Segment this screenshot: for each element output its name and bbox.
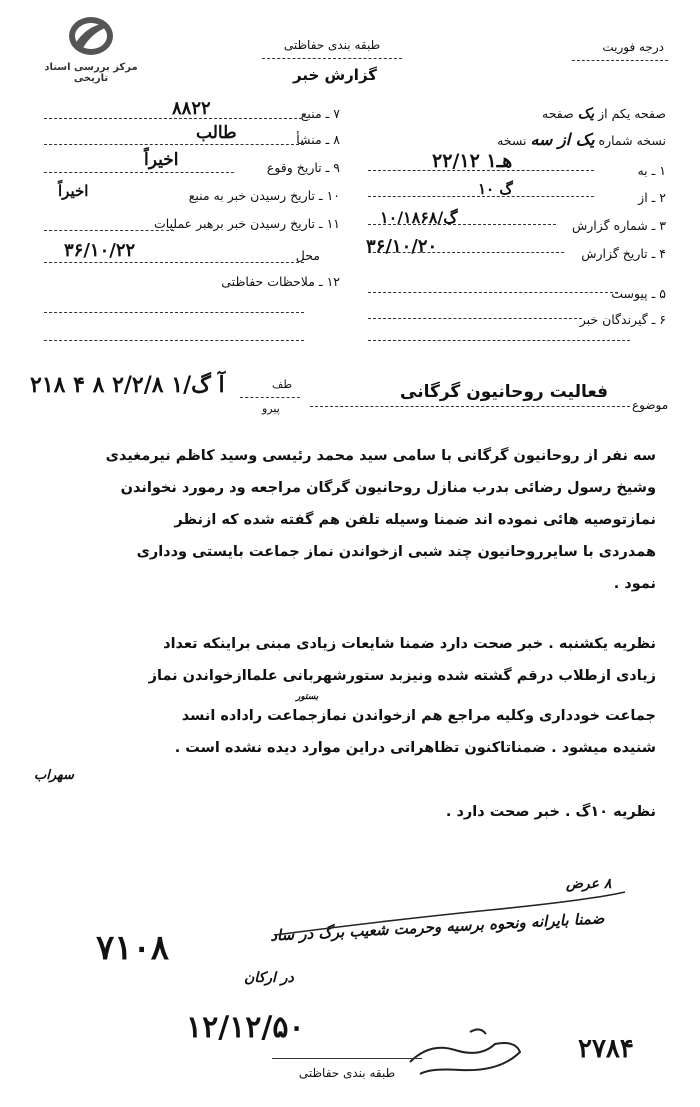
document-number: ۷۱۰۸ xyxy=(96,928,170,968)
recipients-label: ۶ ـ گیرندگان خبر xyxy=(579,312,666,327)
body-line: نمازتوصیه هائی نموده اند ضمنا وسیله تلفن هم گفته شده که ازنظر xyxy=(174,512,656,528)
divider xyxy=(368,170,594,171)
divider xyxy=(368,292,618,293)
file-ref-label-top: طف xyxy=(272,378,293,391)
report-title: گزارش خبر xyxy=(292,66,378,84)
origin-label: ۸ ـ منشأ xyxy=(296,132,340,147)
divider xyxy=(368,318,582,319)
classification-top: طبقه بندی حفاظتی xyxy=(283,38,381,52)
occurrence-date-value: اخیراً xyxy=(144,150,179,170)
to-value: ۲هـ۱ ۲/۱۲ xyxy=(432,150,513,172)
note-1: ۸ عرض xyxy=(566,876,612,892)
report-number-value: ۱۰/۱۸۶۸/گ xyxy=(380,208,458,227)
body-line: زیادی ازطلاب درقم گشته شده ونیزبد ستورشهربانی علماازخواندن نماز xyxy=(148,668,656,684)
divider xyxy=(368,252,564,253)
divider xyxy=(44,144,304,145)
divider xyxy=(44,262,304,263)
security-notes-label: ۱۲ ـ ملاحظات حفاظتی xyxy=(221,274,340,289)
location-label: محل xyxy=(295,248,320,263)
file-ref-value: ۲۱۸ ۴ ۸ آ گ/۱ ۲/۲/۸ xyxy=(30,372,225,398)
body-line: نمود . xyxy=(613,576,656,592)
copy-number-label: نسخه شماره یک از سه نسخه xyxy=(497,130,666,149)
underline-scribble-icon xyxy=(270,880,630,940)
from-label: ۲ ـ از xyxy=(638,190,666,205)
subject-label: موضوع xyxy=(632,398,669,412)
priority-label: درجه فوریت xyxy=(602,40,664,54)
body-line: همدردی با سایرروحانیون چند شبی ازخواندن نماز جماعت بایستی ودداری xyxy=(136,544,656,560)
bottom-date: ۱۲/۱۲/۵۰ xyxy=(186,1010,305,1045)
divider xyxy=(44,230,174,231)
divider xyxy=(572,60,668,61)
divider xyxy=(368,196,594,197)
bottom-right-number: ۲۷۸۴ xyxy=(578,1034,634,1064)
source-receipt-label: ۱۰ ـ تاریخ رسیدن خبر به منبع xyxy=(188,188,340,203)
body-line: نظریه یکشنبه . خبر صحت دارد ضمنا شایعات زیادی مبنی براینکه تعداد xyxy=(163,636,656,652)
leader-receipt-label: ۱۱ ـ تاریخ رسیدن خبر برهبر عملیات xyxy=(153,216,340,231)
body-line: سه نفر از روحانیون گرگانی با سامی سید محمد رئیسی وسید کاظم نیرمغیدی xyxy=(105,448,656,464)
divider xyxy=(44,340,304,341)
divider xyxy=(240,397,300,398)
origin-value: طالب xyxy=(196,123,237,143)
classification-bottom: طبقه بندی حفاظتی xyxy=(298,1066,396,1080)
subject-value: فعالیت روحانیون گرگانی xyxy=(400,382,609,402)
note-2: ضمنا بایرانه ونحوه برسیه وحرمت شعیب برگ در ساد xyxy=(269,909,605,945)
divider xyxy=(44,172,234,173)
logo-text: مرکز بررسی اسناد تاریخی xyxy=(44,62,138,84)
source-value: ۸۸۲۲ xyxy=(172,98,211,119)
attachment-label: ۵ ـ پیوست xyxy=(611,286,666,301)
divider xyxy=(262,58,402,59)
file-ref-label-bottom: پیرو xyxy=(262,402,280,415)
from-value: گ ۱۰ xyxy=(478,180,513,198)
location-value: ۳۶/۱۰/۲۲ xyxy=(64,240,136,261)
body-line: وشیخ رسول رضائی بدرب منازل روحانیون گرگان مراجعه ود رمورد نخواندن xyxy=(120,480,656,496)
side-note: سهراب xyxy=(34,768,74,783)
archive-logo xyxy=(26,14,156,84)
divider xyxy=(368,224,556,225)
book-emblem-icon xyxy=(61,14,121,58)
to-label: ۱ ـ به xyxy=(637,163,666,178)
page-label: صفحه یکم از یک صفحه xyxy=(542,106,666,122)
divider xyxy=(44,118,302,119)
divider xyxy=(44,312,304,313)
body-line: جماعت خودداری وکلیه مراجع هم ازخواندن نمازجماعت راداده انسد xyxy=(181,708,656,724)
source-receipt-value: اخیراً xyxy=(58,182,89,200)
occurrence-date-label: ۹ ـ تاریخ وقوع xyxy=(266,160,340,175)
body-line: شنیده میشود . ضمناتاکنون تظاهراتی دراین موارد دیده نشده است . xyxy=(174,740,656,756)
signature-icon xyxy=(400,1022,530,1082)
tiny-annotation: بستور xyxy=(296,692,319,702)
divider xyxy=(368,340,630,341)
source-label: ۷ ـ منبع xyxy=(300,106,340,121)
report-date-label: ۴ ـ تاریخ گزارش xyxy=(581,246,666,261)
report-date-value: ۳۶/۱۰/۲۰ xyxy=(366,236,438,257)
divider xyxy=(310,406,630,407)
report-number-label: ۳ ـ شماره گزارش xyxy=(571,218,666,233)
divider xyxy=(272,1058,422,1059)
note-3: در ارکان xyxy=(244,970,294,986)
body-line: نظریه ۱۰گ . خبر صحت دارد . xyxy=(445,804,656,820)
